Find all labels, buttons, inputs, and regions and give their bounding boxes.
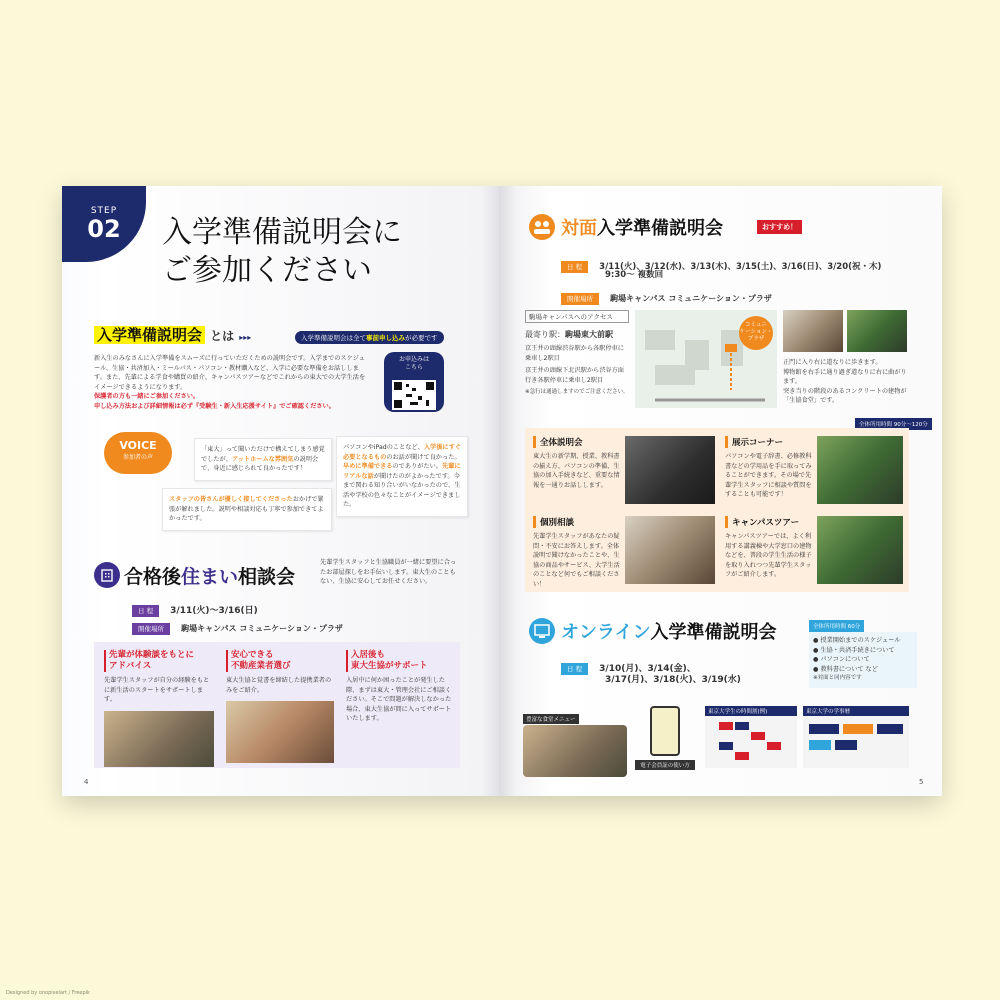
access-info: 駒場キャンパスへのアクセス 最寄り駅：駒場東大前駅 京王井の頭線渋谷駅から各駅停車に乗車し2駅目 京王井の頭線下北沢駅から渋谷方面行き各駅停車に乗車し2駅目 ※急行は通過しますのでご注意ください。 — [525, 310, 629, 398]
in-person-venue-row: 開催場所 駒場キャンパス コミュニケーション・プラザ — [561, 286, 772, 305]
people-icon — [529, 214, 555, 240]
qr-code-badge[interactable] — [384, 352, 444, 412]
brochure-spread — [62, 186, 942, 796]
intro-note-parents: 保護者の方も一緒にご参加ください。 — [94, 393, 200, 400]
calendar-graphic — [803, 716, 909, 768]
venue-label: 開催場所 — [132, 623, 170, 635]
section-exhibit: 展示コーナー パソコンや電子辞書、必修教科書などの学用品を手に取ってみることができます。その場で先輩学生スタッフに相談や質問をすることも可能です！ — [725, 438, 812, 498]
advice-photo — [104, 711, 214, 767]
what-suffix: とは — [210, 329, 235, 343]
page-number-right: 5 — [919, 778, 924, 786]
housing-venue-row — [132, 616, 343, 635]
online-duration-badge: 全体所用時間 60分 — [809, 620, 864, 632]
qr-label: お申込みは こちら — [398, 356, 429, 371]
housing-date-row — [132, 598, 258, 617]
overview-photo — [625, 436, 715, 504]
exhibit-photo — [817, 436, 903, 504]
housing-features — [94, 642, 460, 768]
online-title: オンライン入学準備説明会 — [561, 622, 777, 643]
housing-description: 先輩学生スタッフと生協職員が一緒に要望に合ったお部屋探しをお手伝いします。東大生のこともない、生協に安心してお任せください。 — [320, 559, 457, 585]
program-sections — [525, 428, 909, 592]
section-tour: キャンパスツアー キャンパスツアーでは、よく利用する講義棟や大学窓口の建物などを、普段の学生生活の様子を取り入れつつ先輩学生スタッフがご紹介します。 — [725, 518, 812, 578]
right-page — [499, 186, 942, 796]
access-title: 駒場キャンパスへのアクセス — [525, 310, 629, 323]
recommend-badge: おすすめ！ — [757, 220, 802, 234]
duration-badge: 全体所用時間 90分〜120分 — [855, 418, 932, 430]
feature-support: 入居後も 東大生協がサポート 入居中に何か困ったことが発生した際、まずは東大・管理会社にご相談ください。そこで問題が解決しなかった場合、東大生協が間に入ってサポートいたします。 — [346, 650, 452, 722]
timetable-graphic — [705, 716, 797, 768]
in-person-date-row: 日 程 3/11(火)、3/12(水)、3/13(木)、3/15(土)、3/16(日)、3/20(祝・木) — [561, 254, 881, 273]
advance-registration-pill: 入学準備説明会は全て事前申し込みが必要です — [295, 331, 444, 344]
route-photo-2 — [847, 310, 907, 352]
voice-card-2: スタッフの皆さんが優しく接してくださったおかげで緊張が解れました。説明や相談対応も丁寧で参加できてよかったです。 — [162, 488, 332, 531]
page-title-line2: ご参加ください — [162, 253, 372, 288]
in-person-time: 9:30〜 複数回 — [605, 270, 664, 280]
step-badge — [62, 186, 146, 262]
page-number-left: 4 — [84, 778, 89, 786]
digital-card-image: 電子会員証の使い方 — [635, 706, 695, 772]
housing-consultation-title: 合格後住まい相談会 — [124, 566, 296, 588]
intro-text: 新入生のみなさんに入学準備をスムーズに行っていただくための説明会です。入学までのスケジュール、生協・共済加入・ミールパス・パソコン・教材購入など、入学に必要な準備をお話しします。また、先輩による学食や購買の紹介、キャンパスツアーなどでこれからの東大での大学生活をイメージできるようになります。 保護者の方も一緒にご参加ください。 申し込み方法および詳細情報は必ず『受験生・新入生応援サイト』でご確認ください。 — [94, 354, 370, 411]
topic-item: ● 生協・共済手続きについて — [813, 646, 895, 654]
voice-title: VOICE — [119, 439, 157, 452]
feature-agency: 安心できる 不動産業者選び 東大生協と覚書を締結した提携業者のみをご紹介。 — [226, 650, 334, 763]
section-individual: 個別相談 先輩学生スタッフがあなたの疑問・不安にお答えします。全体説明で聞けなかったことや、生協の商品やサービス、大学生活のことなど何でもご相談ください！ — [533, 518, 620, 588]
step-label: STEP — [90, 206, 118, 216]
nearest-station: 駒場東大前駅 — [565, 330, 613, 339]
what-heading — [94, 324, 251, 345]
calendar-image: 東京大学の学事暦 — [803, 706, 909, 772]
page-title — [162, 214, 402, 290]
map-plaza-label: コミュニ ケーション・ プラザ — [739, 316, 773, 350]
page-title-line1: 入学準備説明会に — [162, 215, 402, 250]
left-page — [62, 186, 499, 796]
online-dates-2: 3/17(月)、3/18(火)、3/19(水) — [605, 675, 741, 685]
date-value: 3/11(火)〜3/16(日) — [170, 606, 258, 616]
voice-badge — [104, 432, 172, 474]
agency-photo — [226, 701, 334, 763]
topic-item: ● 授業開始までのスケジュール — [813, 637, 901, 644]
route-photo-1 — [783, 310, 843, 352]
monitor-icon — [529, 618, 555, 644]
venue-value: 駒場キャンパス コミュニケーション・プラザ — [181, 624, 343, 633]
individual-photo — [625, 516, 715, 584]
qr-code-icon — [392, 380, 436, 410]
topic-item: ● パソコンについて — [813, 656, 870, 663]
phone-icon — [650, 706, 680, 756]
feature-advice: 先輩が体験談をもとに アドバイス 先輩学生スタッフが自分の経験をもとに新生活のスタートをサポートします。 — [104, 650, 214, 767]
in-person-title: 対面入学準備説明会 — [561, 218, 723, 239]
campus-map — [635, 310, 777, 408]
voice-card-3: パソコンやiPadのことなど、入学後にすぐ必要となるもののお話が聞けて良かった。早めに準備できるのでありがたい。先輩にリアルな話が聞けたのがよかったです。今まで関わる知り合いがいなかったので、生活や学校の色々なことがイメージできました。 — [336, 436, 468, 517]
cafeteria-menu-image: 豊富な食堂メニュー — [523, 706, 627, 772]
online-date-row: 日 程 3/10(月)、3/14(金)、 — [561, 656, 696, 675]
topic-item: ● 教科書について など — [813, 665, 878, 673]
credit: Designed by onopixelart / Freepik — [6, 990, 90, 996]
intro-note-site: 申し込み方法および詳細情報は必ず『受験生・新入生応援サイト』でご確認ください。 — [94, 402, 335, 410]
section-overview: 全体説明会 東大生の新学期、授業、教科書の揃え方、パソコンの準備、生協の加入手続きなど、重要な情報を一通りお話しします。 — [533, 438, 620, 489]
step-number: 02 — [87, 215, 121, 243]
route-steps: 正門に入り右に道なりに歩きます。 博物館を右手に通り過ぎ道なりに右に曲がります。 突き当りの階段のあるコンクリートの建物が「生協食堂」です。 — [783, 359, 907, 404]
date-label: 日 程 — [132, 605, 159, 617]
building-icon — [94, 562, 120, 588]
arrow-icon: ▸▸▸ — [239, 333, 252, 342]
voice-card-1: 「東大」って聞いただけで構えてしまう感覚でしたが、アットホームな雰囲気の説明会で、身近に感じられて良かったです！ — [194, 438, 332, 481]
online-topics: ● 授業開始までのスケジュール ● 生協・共済手続きについて ● パソコンについて ● 教科書について など ※対面と同内容です — [809, 632, 917, 688]
tour-photo — [817, 516, 903, 584]
what-title: 入学準備説明会 — [94, 326, 205, 344]
in-person-dates: 3/11(火)、3/12(水)、3/13(木)、3/15(土)、3/16(日)、3/20(祝・木) — [599, 262, 882, 272]
voice-subtitle: 参加者の声 — [122, 454, 153, 461]
timetable-image: 東京大学生の時間割(例) — [705, 706, 797, 772]
